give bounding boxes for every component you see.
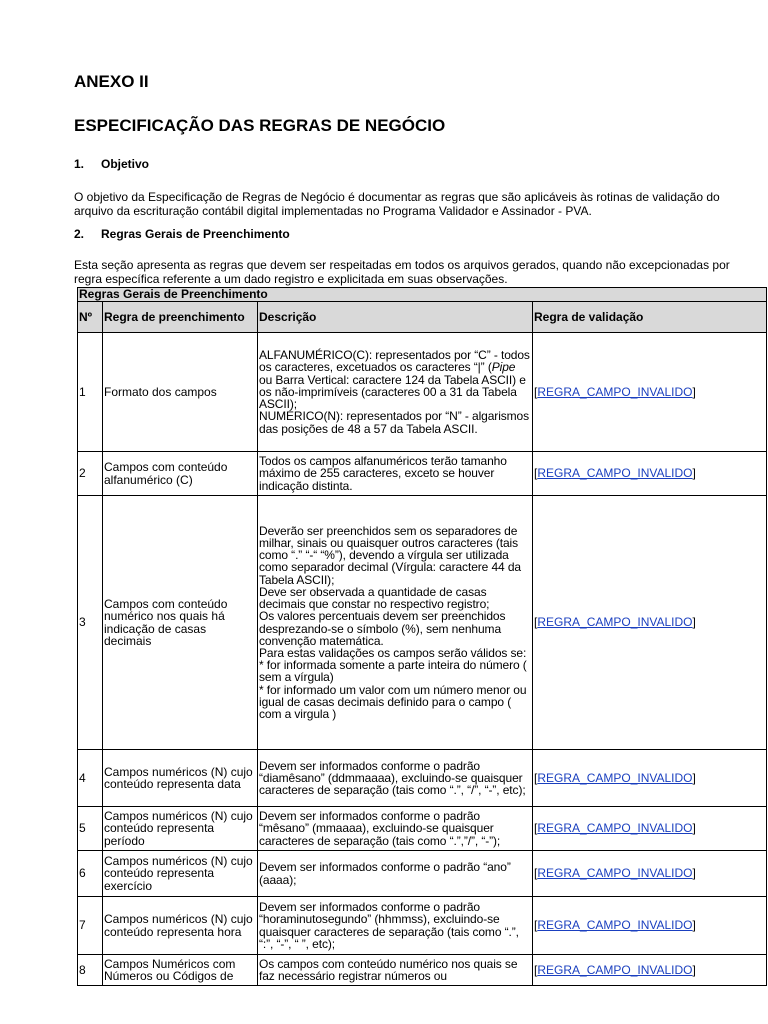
row-validation: [REGRA_CAMPO_INVALIDO]	[533, 955, 767, 986]
row-description: Os campos com conteúdo numérico nos quais se faz necessário registrar números ou	[258, 955, 533, 986]
row-number: 2	[78, 452, 103, 496]
header-number: Nº	[78, 302, 103, 333]
row-rule: Campos numéricos (N) cujo conteúdo representa hora	[103, 897, 258, 955]
section-1-paragraph: O objetivo da Especificação de Regras de Negócio é documentar as regras que são aplicáveis às rotinas de validação do arquivo da escrituração contábil digital implementadas no Programa Validador e Assinador - PVA.	[74, 190, 720, 218]
section-2-heading	[74, 227, 290, 241]
table-row	[78, 807, 767, 851]
row-number: 7	[78, 897, 103, 955]
table-caption: Regras Gerais de Preenchimento	[78, 288, 767, 302]
row-description: Devem ser informados conforme o padrão “horaminutosegundo” (hhmmss), excluindo-se quaisquer caracteres de separação (tais como “.”, “:”, “-”, “ ”, etc);	[258, 897, 533, 955]
row-description: Deverão ser preenchidos sem os separadores de milhar, sinais ou quaisquer outros caracteres (tais como “.” “-“ “%”), devendo a vírgula ser utilizada como separador decimal (Vírgula: caractere 44 da Tabela ASCII); Deve ser observada a quantidade de casas decimais que constar no respectivo registro; Os valores percentuais devem ser preenchidos desprezando-se o símbolo (%), sem nenhuma convenção matemática. Para estas validações os campos serão válidos se: * for informada somente a parte inteira do número ( sem a vírgula) * for informado um valor com um número menor ou igual de casas decimais definido para o campo ( com a virgula )	[258, 496, 533, 750]
row-number: 6	[78, 851, 103, 897]
rules-table	[77, 287, 767, 986]
table-row	[78, 452, 767, 496]
section-2-title: Regras Gerais de Preenchimento	[101, 227, 290, 241]
row-validation: [REGRA_CAMPO_INVALIDO]	[533, 452, 767, 496]
row-rule: Campos Numéricos com Números ou Códigos de	[103, 955, 258, 986]
row-number: 3	[78, 496, 103, 750]
table-row	[78, 897, 767, 955]
table-row	[78, 955, 767, 986]
row-number: 5	[78, 807, 103, 851]
row-validation: [REGRA_CAMPO_INVALIDO]	[533, 897, 767, 955]
row-validation: [REGRA_CAMPO_INVALIDO]	[533, 807, 767, 851]
document-title: ESPECIFICAÇÃO DAS REGRAS DE NEGÓCIO	[74, 116, 446, 135]
row-validation: [REGRA_CAMPO_INVALIDO]	[533, 333, 767, 452]
table-caption-row	[78, 288, 767, 302]
row-rule: Campos numéricos (N) cujo conteúdo representa exercício	[103, 851, 258, 897]
validation-rule-link[interactable]: REGRA_CAMPO_INVALIDO	[537, 770, 693, 785]
table-row	[78, 851, 767, 897]
header-validation: Regra de validação	[533, 302, 767, 333]
row-description: Devem ser informados conforme o padrão “ano” (aaaa);	[258, 851, 533, 897]
header-description: Descrição	[258, 302, 533, 333]
table-header-row	[78, 302, 767, 333]
row-rule: Campos numéricos (N) cujo conteúdo representa data	[103, 750, 258, 807]
annex-heading: ANEXO II	[74, 72, 149, 91]
row-validation: [REGRA_CAMPO_INVALIDO]	[533, 750, 767, 807]
validation-rule-link[interactable]: REGRA_CAMPO_INVALIDO	[537, 918, 693, 933]
row-rule: Campos numéricos (N) cujo conteúdo representa período	[103, 807, 258, 851]
header-rule: Regra de preenchimento	[103, 302, 258, 333]
row-number: 1	[78, 333, 103, 452]
row-validation: [REGRA_CAMPO_INVALIDO]	[533, 851, 767, 897]
row-description: Devem ser informados conforme o padrão “diamêsano” (ddmmaaaa), excluindo-se quaisquer caracteres de separação (tais como “.”, “/”, “-”, etc);	[258, 750, 533, 807]
row-validation: [REGRA_CAMPO_INVALIDO]	[533, 496, 767, 750]
table-row	[78, 496, 767, 750]
validation-rule-link[interactable]: REGRA_CAMPO_INVALIDO	[537, 466, 693, 481]
table-row	[78, 750, 767, 807]
section-1-title: Objetivo	[101, 157, 150, 171]
section-2-number: 2.	[74, 227, 85, 241]
row-rule: Campos com conteúdo alfanumérico (C)	[103, 452, 258, 496]
validation-rule-link[interactable]: REGRA_CAMPO_INVALIDO	[537, 615, 693, 630]
row-rule: Formato dos campos	[103, 333, 258, 452]
table-row	[78, 333, 767, 452]
row-description: Todos os campos alfanuméricos terão tamanho máximo de 255 caracteres, exceto se houver indicação distinta.	[258, 452, 533, 496]
section-2-paragraph: Esta seção apresenta as regras que devem ser respeitadas em todos os arquivos gerados, quando não excepcionadas por regra específica referente a um dado registro e explicitada em suas observações.	[74, 258, 730, 286]
row-description: Devem ser informados conforme o padrão “mêsano” (mmaaaa), excluindo-se quaisquer caracteres de separação (tais como “.”,”/”, “-”);	[258, 807, 533, 851]
row-description: ALFANUMÉRICO(C): representados por “C” - todos os caracteres, excetuados os caracteres “|” (Pipe ou Barra Vertical: caractere 124 da Tabela ASCII) e os não-imprimíveis (caracteres 00 a 31 da Tabela ASCII); NUMÉRICO(N): representados por “N” - algarismos das posições de 48 a 57 da Tabela ASCII.	[258, 333, 533, 452]
section-1-heading	[74, 157, 149, 171]
row-number: 4	[78, 750, 103, 807]
validation-rule-link[interactable]: REGRA_CAMPO_INVALIDO	[537, 384, 693, 399]
row-rule: Campos com conteúdo numérico nos quais há indicação de casas decimais	[103, 496, 258, 750]
row-number: 8	[78, 955, 103, 986]
validation-rule-link[interactable]: REGRA_CAMPO_INVALIDO	[537, 821, 693, 836]
validation-rule-link[interactable]: REGRA_CAMPO_INVALIDO	[537, 962, 693, 977]
section-1-number: 1.	[74, 157, 85, 171]
validation-rule-link[interactable]: REGRA_CAMPO_INVALIDO	[537, 866, 693, 881]
